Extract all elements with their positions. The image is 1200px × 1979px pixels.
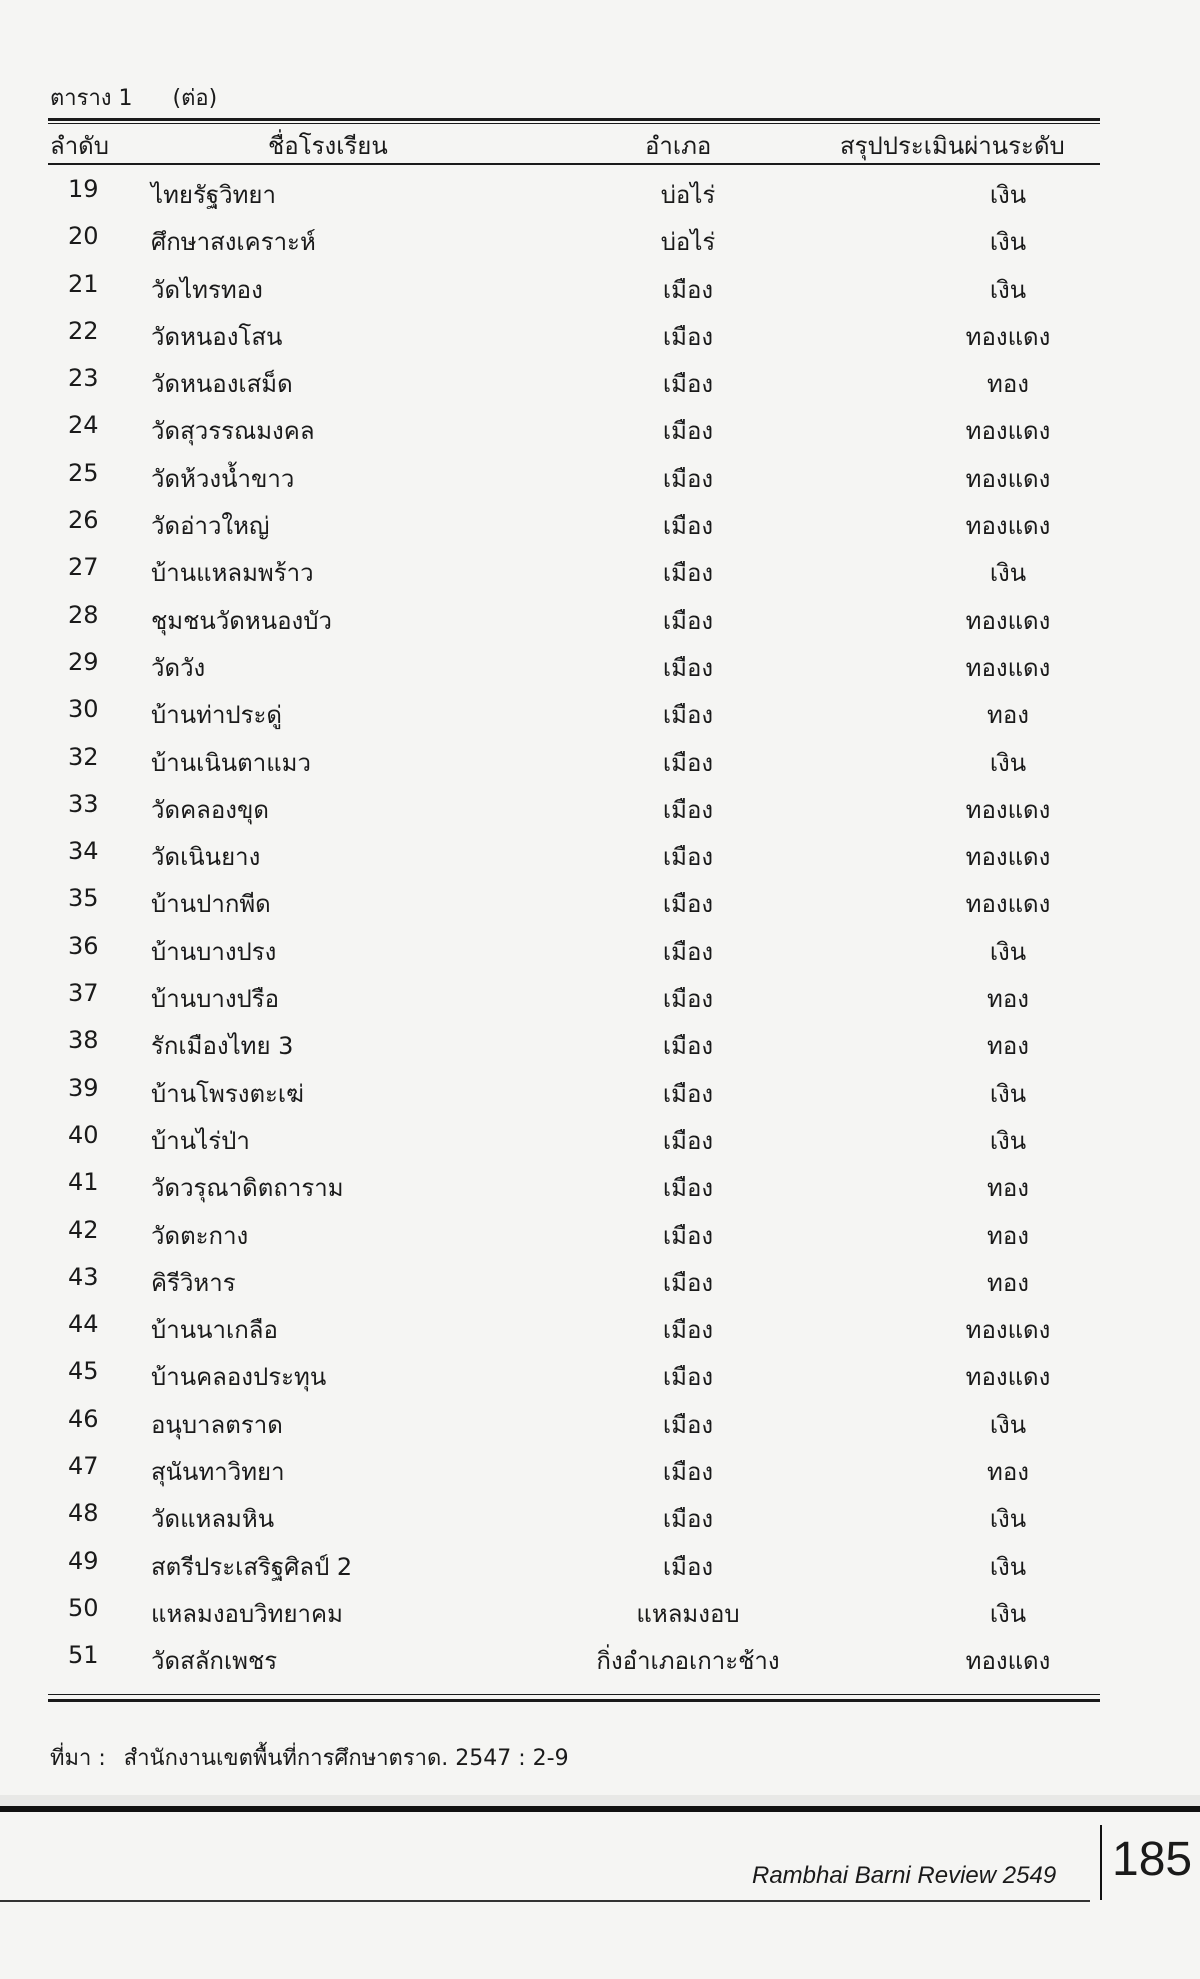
row-school-name: บ้านบางปรือ (151, 985, 280, 1014)
row-school-name: บ้านไร่ป่า (151, 1126, 250, 1155)
table-row (48, 1164, 1100, 1211)
row-school-name: บ้านปากพีด (151, 890, 271, 919)
row-result: เงิน (989, 1505, 1027, 1534)
table-row (48, 880, 1100, 927)
row-district: เมือง (662, 1079, 714, 1108)
row-school-name: วัดสุวรรณมงคล (151, 417, 315, 446)
row-district: กิ่งอำเภอเกาะช้าง (596, 1647, 780, 1676)
table-row (48, 739, 1100, 786)
row-result: ทองแดง (965, 512, 1051, 541)
row-district: เมือง (662, 985, 714, 1014)
row-result: เงิน (989, 275, 1027, 304)
table-row (48, 928, 1100, 975)
table-header (48, 126, 1100, 160)
row-district: เมือง (662, 417, 714, 446)
row-result: ทองแดง (965, 795, 1051, 824)
row-school-name: วัดสลักเพชร (151, 1647, 278, 1676)
row-no: 34 (68, 837, 99, 866)
row-district: เมือง (662, 512, 714, 541)
row-no: 33 (68, 789, 99, 818)
header-district: อำเภอ (645, 132, 712, 160)
row-no: 20 (68, 222, 99, 251)
row-result: เงิน (989, 1552, 1027, 1581)
row-no: 46 (68, 1404, 99, 1433)
table-row (48, 1117, 1100, 1164)
row-no: 44 (68, 1310, 99, 1339)
row-result: ทอง (987, 1268, 1029, 1297)
row-school-name: ศึกษาสงเคราะห์ (151, 228, 316, 257)
row-district: เมือง (662, 370, 714, 399)
table-header-rule (48, 163, 1100, 165)
row-school-name: บ้านเนินตาแมว (151, 748, 311, 777)
row-no: 42 (68, 1215, 99, 1244)
row-result: เงิน (989, 559, 1027, 588)
row-no: 30 (68, 695, 99, 724)
table-caption-note: (ต่อ) (172, 86, 218, 111)
table-body (48, 171, 1100, 1685)
row-district: เมือง (662, 843, 714, 872)
row-school-name: ชุมชนวัดหนองบัว (151, 606, 332, 635)
row-result: ทอง (987, 1174, 1029, 1203)
row-no: 21 (68, 269, 99, 298)
source-text: สำนักงานเขตพื้นที่การศึกษาตราด. 2547 : 2-9 (123, 1746, 569, 1771)
row-school-name: วัดเนินยาง (151, 843, 261, 872)
table-bottom-rule-thin (48, 1694, 1100, 1695)
row-result: เงิน (989, 181, 1027, 209)
row-district: เมือง (662, 1505, 714, 1534)
table-row (48, 1353, 1100, 1400)
row-district: เมือง (662, 322, 714, 351)
table-row (48, 1448, 1100, 1495)
table-row (48, 833, 1100, 880)
row-school-name: บ้านนาเกลือ (151, 1316, 278, 1345)
row-result: เงิน (989, 1126, 1027, 1155)
row-no: 19 (68, 175, 99, 203)
row-result: ทองแดง (965, 464, 1051, 493)
page-number: 185 (1112, 1833, 1193, 1886)
table-row (48, 360, 1100, 407)
table-row (48, 1637, 1100, 1684)
row-result: ทองแดง (965, 606, 1051, 635)
journal-name: Rambhai Barni Review 2549 (752, 1862, 1057, 1889)
table-row (48, 975, 1100, 1022)
row-result: ทองแดง (965, 1363, 1051, 1392)
footer-top-rule (0, 1806, 1200, 1812)
table-row (48, 1070, 1100, 1117)
table-row (48, 644, 1100, 691)
row-no: 35 (68, 884, 99, 913)
row-result: เงิน (989, 1410, 1027, 1439)
row-no: 29 (68, 647, 99, 676)
table-caption (50, 80, 217, 115)
row-district: เมือง (662, 464, 714, 493)
row-result: ทอง (987, 1458, 1029, 1487)
table-row (48, 266, 1100, 313)
row-district: เมือง (662, 1032, 714, 1061)
row-district: เมือง (662, 275, 714, 304)
row-school-name: วัดตะกาง (151, 1221, 249, 1250)
header-name: ชื่อโรงเรียน (268, 132, 388, 160)
row-school-name: วัดแหลมหิน (151, 1505, 275, 1534)
row-no: 28 (68, 600, 99, 629)
row-result: ทองแดง (965, 417, 1051, 446)
row-school-name: บ้านคลองประทุน (151, 1363, 327, 1392)
row-no: 50 (68, 1593, 99, 1622)
page-number-divider (1100, 1825, 1102, 1900)
row-school-name: วัดห้วงน้ำขาว (151, 464, 295, 493)
row-no: 25 (68, 458, 99, 487)
table-top-rule (48, 118, 1100, 121)
table-row (48, 313, 1100, 360)
table-row (48, 1590, 1100, 1637)
row-district: เมือง (662, 1552, 714, 1581)
row-district: เมือง (662, 559, 714, 588)
row-no: 40 (68, 1120, 99, 1149)
row-school-name: วัดหนองเสม็ด (151, 370, 293, 399)
row-school-name: บ้านท่าประดู่ (151, 701, 283, 730)
row-district: เมือง (662, 1174, 714, 1203)
table-row (48, 1022, 1100, 1069)
row-school-name: ไทยรัฐวิทยา (151, 181, 276, 209)
row-no: 41 (68, 1168, 99, 1197)
row-district: เมือง (662, 1458, 714, 1487)
row-school-name: รักเมืองไทย 3 (151, 1032, 294, 1061)
row-district: บ่อไร่ (660, 228, 716, 257)
table-row (48, 1401, 1100, 1448)
row-district: เมือง (662, 1316, 714, 1345)
row-school-name: บ้านแหลมพร้าว (151, 559, 314, 588)
row-no: 23 (68, 364, 99, 393)
table-row (48, 597, 1100, 644)
row-no: 24 (68, 411, 99, 440)
row-result: ทอง (987, 985, 1029, 1014)
row-result: ทองแดง (965, 1316, 1051, 1345)
source-label: ที่มา : (50, 1746, 106, 1771)
row-result: ทอง (987, 1221, 1029, 1250)
table-row (48, 786, 1100, 833)
table-row (48, 1212, 1100, 1259)
row-district: เมือง (662, 748, 714, 777)
row-no: 36 (68, 931, 99, 960)
row-no: 49 (68, 1546, 99, 1575)
row-district: เมือง (662, 701, 714, 730)
row-district: แหลมงอบ (636, 1599, 740, 1628)
row-result: ทอง (987, 1032, 1029, 1061)
row-school-name: วัดวัง (151, 653, 206, 682)
row-no: 37 (68, 979, 99, 1008)
table-row (48, 1259, 1100, 1306)
row-district: เมือง (662, 1221, 714, 1250)
row-no: 38 (68, 1026, 99, 1055)
row-district: เมือง (662, 653, 714, 682)
table-row (48, 1495, 1100, 1542)
row-district: เมือง (662, 1126, 714, 1155)
row-school-name: วัดวรุณาดิตถาราม (151, 1174, 344, 1203)
table-row (48, 455, 1100, 502)
row-district: เมือง (662, 795, 714, 824)
row-district: เมือง (662, 606, 714, 635)
footer-bottom-rule (0, 1900, 1090, 1902)
header-result: สรุปประเมินผ่านระดับ (840, 132, 1065, 160)
row-result: เงิน (989, 1079, 1027, 1108)
row-result: เงิน (989, 937, 1027, 966)
row-school-name: สตรีประเสริฐศิลป์ 2 (151, 1552, 353, 1581)
row-school-name: แหลมงอบวิทยาคม (151, 1599, 343, 1628)
row-no: 45 (68, 1357, 99, 1386)
table-row (48, 171, 1100, 218)
table-row (48, 407, 1100, 454)
row-result: ทองแดง (965, 322, 1051, 351)
row-no: 27 (68, 553, 99, 582)
row-no: 48 (68, 1499, 99, 1528)
row-no: 47 (68, 1452, 99, 1481)
row-district: เมือง (662, 1363, 714, 1392)
row-school-name: คิรีวิหาร (151, 1268, 236, 1297)
row-result: ทองแดง (965, 653, 1051, 682)
row-school-name: วัดไทรทอง (151, 275, 263, 304)
row-no: 51 (68, 1641, 99, 1670)
table-row (48, 218, 1100, 265)
table-row (48, 502, 1100, 549)
row-result: ทองแดง (965, 1647, 1051, 1676)
table-top-rule-thin (48, 123, 1100, 124)
table-source (50, 1740, 569, 1775)
row-no: 43 (68, 1262, 99, 1291)
table-row (48, 1306, 1100, 1353)
table-row (48, 549, 1100, 596)
row-result: เงิน (989, 748, 1027, 777)
header-no: ลำดับ (50, 132, 110, 160)
row-result: ทอง (987, 370, 1029, 399)
row-school-name: วัดคลองขุด (151, 795, 269, 824)
row-result: ทอง (987, 701, 1029, 730)
table-bottom-rule (48, 1699, 1100, 1702)
row-school-name: บ้านบางปรง (151, 937, 277, 966)
row-no: 32 (68, 742, 99, 771)
row-result: ทองแดง (965, 843, 1051, 872)
row-school-name: อนุบาลตราด (151, 1410, 283, 1439)
row-district: เมือง (662, 890, 714, 919)
row-school-name: วัดอ่าวใหญ่ (151, 512, 270, 541)
row-result: เงิน (989, 228, 1027, 257)
table-caption-label: ตาราง 1 (50, 86, 133, 111)
row-school-name: บ้านโพรงตะเฆ่ (151, 1079, 304, 1108)
row-district: เมือง (662, 937, 714, 966)
row-no: 22 (68, 316, 99, 345)
row-school-name: สุนันทาวิทยา (151, 1458, 285, 1487)
row-result: ทองแดง (965, 890, 1051, 919)
row-no: 39 (68, 1073, 99, 1102)
row-district: บ่อไร่ (660, 181, 716, 209)
row-district: เมือง (662, 1410, 714, 1439)
row-no: 26 (68, 506, 99, 535)
table-row (48, 1543, 1100, 1590)
row-district: เมือง (662, 1268, 714, 1297)
row-result: เงิน (989, 1599, 1027, 1628)
table-row (48, 691, 1100, 738)
row-school-name: วัดหนองโสน (151, 322, 283, 351)
